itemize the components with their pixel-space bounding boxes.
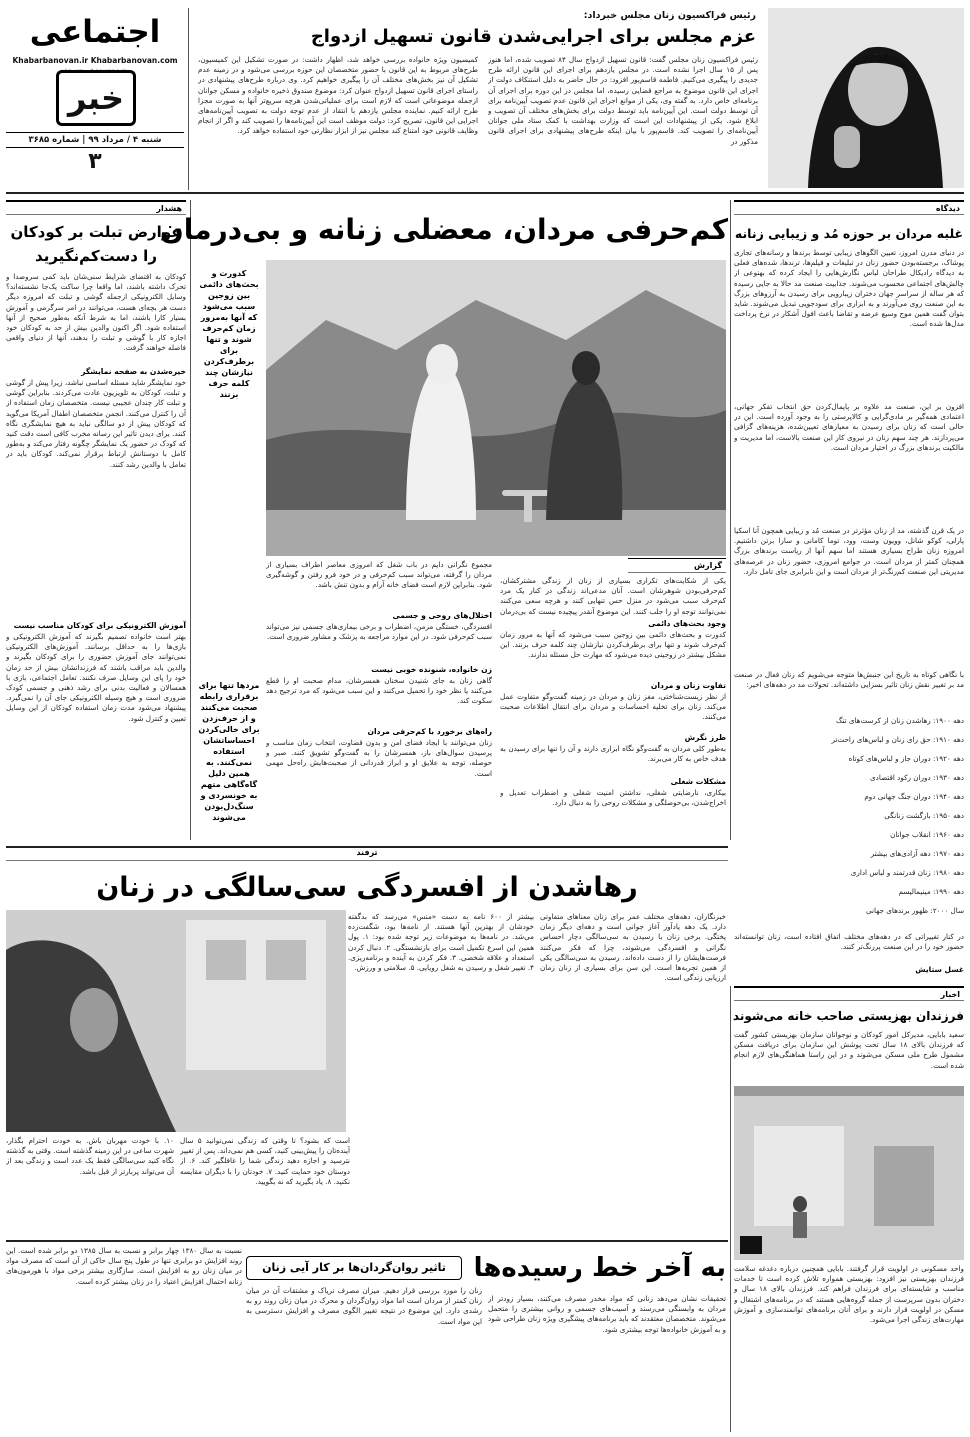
main-c2c: گاهی زنان به جای شنیدن سخنان همسرشان، مدام صحبت او را قطع می‌کنند یا نظر خود را تحمیل می‌کنند و این سبب می‌شود که مرد ترجیح دهد سکوت کند. — [266, 676, 492, 706]
left-p1: کودکان به اقتضای شرایط سنی‌شان باید کمی سروصدا و تحرک داشته باشند، اما واقعا چرا ساکت یک‌جا نشسته‌اند؟ وسایل الکترونیکی ازجمله گوشی و تبلت که امروزه دیگر دست هر بچه‌ای هست، می‌توانند در امر سرگرمی و آموزش بسیار کارا باشند، اما به شرط آنکه به‌طور صحیح از آنها استفاده شود. اگر اکنون والدین بیش از حد به کودکان خود اجازه کار با گوشی و تبلت را بدهند، آنها از دنیای واقعی فاصله خواهند گرفت. — [6, 272, 186, 353]
right-p5: در کنار تغییراتی که در دهه‌های مختلف اتفاق افتاده است، زنان توانسته‌اند حضور خود را در این صنعت پررنگ‌تر کنند. — [734, 932, 964, 952]
left-label: هشدار — [156, 204, 182, 213]
main-c2b: افسردگی، خستگی مزمن، اضطراب و برخی بیماری‌های جسمی نیز می‌تواند سبب کم‌حرفی شود. در این موارد مراجعه به پزشک و مشاور ضروری است. — [266, 622, 492, 642]
main-sub-g: راه‌های برخورد با کم‌حرفی مردان — [367, 727, 492, 736]
couple-photo — [266, 260, 726, 556]
right-author: غسل ستایش — [915, 965, 964, 974]
top-col2: کمیسیون ویژه خانواده بررسی خواهد شد، اظهار داشت: در صورت تشکیل این کمیسیون، طرح‌های مربوط به این قانون با حضور متخصصان این حوزه بررسی می‌شود و در زمینه عدم تشکیل آن نیز بخش‌های مختلف آن را پیگیری خواهیم کرد. وی درباره طرح‌های پیشنهادی در راستای اجرای قانون تسهیل ازدواج عنوان کرد: موضوع صندوق ذخیره خانواده و مسکن جوانان ازجمله موضوعاتی است که لازم است برای عملیاتی‌شدن هرچه سریع‌تر آنها به صورت مجزا طرح ارائه کنیم. نماینده مجلس یازدهم با انتقاد از عدم توجه دولت به تصویب آیین‌نامه‌های اجرایی این قانون، تصریح کرد: دولت موظف است این آیین‌نامه‌ها را تصویب کند و اگر از انجام وظایف قانونی خود امتناع کند مجلس نیز از ابزار نظارتی خود استفاده خواهد کرد. — [198, 55, 478, 136]
right-p3: در یک قرن گذشته، مد از زنان مؤثرتر در صنعت مُد و زیبایی همچون آنا اسکیا پارلی، کوکو شانل، وویون وست، وود، توما کامانی و سارا برتن داشتیم. امروزه زنان طراح بسیاری هستند اما سهم آنها از ریاست برندهای بزرگ همچنان کمتر از مردان است. در جوامع امروزی، حضور زنان در عرصه‌های مدیریتی این صنعت کم‌رنگ‌تر از مردان است و این نابرابری جای تامل دارد. — [734, 526, 964, 576]
section-title: اجتماعی — [29, 14, 161, 50]
right-p1: در دنیای مدرن امروز، تعیین الگوهای زیبایی توسط برندها و رسانه‌های تجاری پوشاک، برجسته‌بودن حضور زنان در تبلیغات و فیلم‌ها، ترندها، شده‌های فعلی به دیدگاه رادیکال طراحان لباس نگارش‌هایی را ایجاد کرده که بهنوعی از چالش‌های اجتماعی محسوب می‌شوند. جذابیت صنعت مد حالا به جایی رسیده که هر ساله از سراسر جهان دختران زیبارویی برای رسیدن به آرزوهای بزرگ به این صنعت روی می‌آورند و به ابزاری برای سودجویی تبدیل می‌شوند. شاید بتوان گفت همین موج وسیع عرضه و تقاضا باعث افول آشکار در نرخ پرداخت مدل‌ها شده است. — [734, 248, 964, 329]
news-divider — [730, 986, 731, 1432]
news-label: اخبار — [940, 990, 960, 999]
logo-tagline: روزنامه صبح جمهوری اسلامی - هفتمین شماره — [61, 68, 131, 72]
right-p4: با نگاهی کوتاه به تاریخ این جنبش‌ها متوجه می‌شویم که زنان فعال در صنعت مد بر تغییر نقش زنان تاثیر بسزایی داشته‌اند. تحولات مد در دهه‌های اخیر: — [734, 670, 964, 690]
timeline-item: دهه ۱۹۷۰: دهه آزادی‌های بیشتر — [870, 849, 964, 858]
left-title: عوارض تبلت بر کودکان را دست‌کم‌نگیرید — [10, 223, 182, 265]
bottom-rule — [6, 1240, 728, 1242]
bottom-kicker: تاثیر روان‌گردان‌ها بر کار آیی زنان — [246, 1256, 462, 1280]
main-c1b: کدورت و بحث‌های دائمی بین زوجین سبب می‌شود که آنها به مرور زمان کم‌حرف شوند و تنها برای برطرف‌کردن نیازشان چند کلمه حرف بزنند. این مشکل بیشتر در زوجینی دیده می‌شود که مهارت حل مسئله ندارند. — [500, 630, 726, 660]
logo-text: خبر — [67, 79, 125, 117]
main-c1c: از نظر زیست‌شناختی، مغز زنان و مردان در زمینه گفت‌وگو متفاوت عمل می‌کند. زنان برای تخلیه احساسات و مردان برای انتقال اطلاعات صحبت می‌کنند. — [500, 692, 726, 722]
masthead-divider — [188, 8, 189, 190]
timeline-item: دهه ۱۹۸۰: زنان قدرتمند و لباس اداری — [850, 868, 964, 877]
left-divider — [190, 200, 191, 840]
main-sub-b: تفاوت زنان و مردان — [650, 681, 726, 690]
main-sub-d: مشکلات شغلی — [670, 777, 726, 786]
middle-col-b: بیشتر از ۶۰۰ نامه به دست «منس» می‌رسد که بدگفته خودشان از بهترین آنها هستند. از نامه‌ها بود، شگفت‌زده می‌شد. در نامه‌ها به موضوعات زیر توجه شده بود: ۱. پول همین این اسرع تکمیل است برای بازنشستگی. ۲. دنبال کردن استعداد و علاقه شخصی. ۳. فکر کردن به آینده و برنامه‌ریزی. ۴. تغییر شغل و رسیدن به شغل رویایی. ۵. سلامتی و ورزش. — [348, 912, 534, 973]
middle-col-c: است که بشود؟ تا وقتی که زندگی نمی‌توانید ۵ سال آینده‌تان را پیش‌بینی کنید، کسی هم نمی‌داند. پس از تغییر نترسید و اجازه دهید زندگی شما را غافلگیر کند. ۶. از دوستان خود حمایت کنید. ۷. خودتان را با دیگران مقایسه نکنید. ۸. یاد بگیرید که نه بگویید. — [180, 1136, 350, 1186]
top-rule — [6, 192, 964, 194]
bottom-col2: زنان را مورد بررسی قرار دهیم. میزان مصرف تریاک و مشتقات آن در میان زنان کمتر از مردان است اما مواد روان‌گردان و محرک در میان زنان روند رو به رشدی دارد. این موضوع در نتیجه تغییر الگوی مصرف و افزایش دسترسی به این مواد است. — [246, 1286, 482, 1326]
right-title: غلبه مردان بر حوزه مُد و زیبایی زنانه — [734, 226, 964, 241]
left-sub2: آموزش الکترونیکی برای کودکان مناسب نیست — [13, 621, 186, 630]
main-sub-e: اختلال‌های روحی و جسمی — [392, 611, 492, 620]
masthead — [6, 8, 184, 176]
main-c2: مجموع نگرانی دایم در باب شغل که امروزی معاصر اطراف بسیاری از مردان را گرفته، می‌تواند سبب کم‌حرفی و در خود فرو رفتن و گوشه‌گیری شود. بنابراین لازم است فضای خانه آرام و بدون تنش باشد. — [266, 560, 492, 590]
main-sub-f: زن خانواده، شنونده خوبی نیست — [371, 665, 492, 674]
child-image — [734, 1086, 964, 1260]
main-sub-c: طرز نگرش — [684, 733, 726, 742]
middle-label: ترفند — [356, 848, 378, 857]
timeline-item: دهه ۱۹۱۰: حق رای زنان و لباس‌های راحت‌تر — [831, 735, 964, 744]
main-c1e: بیکاری، نارضایتی شغلی، نداشتن امنیت شغلی و اضطراب تعدیل و اخراج‌شدن، بی‌حوصلگی و مشکلات روحی را به دنبال دارد. — [500, 788, 726, 808]
timeline-item: دهه ۱۹۶۰: انقلاب جوانان — [890, 830, 964, 839]
timeline-item: دهه ۱۹۰۰: رهاشدن زنان از کرست‌های تنگ — [835, 716, 964, 725]
top-kicker: رئیس فراکسیون زنان مجلس خبرداد: — [583, 10, 756, 21]
news-p1: سعید بابایی، مدیرکل امور کودکان و نوجوانان سازمان بهزیستی کشور گفت که فرزندان بالای ۱۸ سال تحت پوشش این سازمان برای دریافت مسکن مشمول طرح ملی مسکن می‌شوند و در این راستا هماهنگی‌های لازم انجام شده است. — [734, 1030, 964, 1070]
news-label-bar — [734, 986, 964, 1001]
right-label: دیدگاه — [935, 204, 960, 213]
page-number: ۳ — [88, 149, 102, 174]
woman-photo — [6, 910, 346, 1132]
main-pull1: کدورت و بحث‌های دائمی بین زوجین سبب می‌شود که آنها به‌مرور زمان کم‌حرف شوند و تنها برای برطرف‌کردن نیازشان چند کلمه حرف بزنند — [199, 269, 259, 399]
left-p3: بهتر است خانواده تصمیم بگیرند که آموزش الکترونیکی و بازی‌ها را به حداقل برسانند. آموزش‌های الکترونیکی نمی‌توانند جای آموزش حضوری را برای کودکان بگیرند و والدین باید مراقب باشند که فرزندانشان بیش از حد زمان خود را پای این وسایل صرف نکنند. تعامل اجتماعی، بازی با همسالان و فعالیت بدنی برای رشد ذهنی و جسمی کودک ضروری است و هیچ وسیله الکترونیکی جای آن را نمی‌گیرد. پیشنهاد می‌شود مدت زمان استفاده کودکان از این وسایل تعیین و کنترل شود. — [6, 632, 186, 723]
main-sub-a: وجود بحث‌های دائمی — [648, 619, 726, 628]
top-article — [192, 10, 762, 190]
main-pull2: مردها تنها برای برقراری رابطه صحبت می‌کنند و از حرف‌زدن برای خالی‌کردن احساساتشان استفاده نمی‌کنند. به همین دلیل گاه‌گاهی متهم به خونسردی و سنگ‌دل‌بودن می‌شوند — [198, 681, 260, 822]
left-sub1: خیره‌شدن به صفحه نمایشگر — [81, 367, 186, 376]
timeline-item: دهه ۱۹۲۰: دوران جاز و لباس‌های کوتاه — [848, 754, 964, 763]
main-label: گزارش — [693, 561, 722, 570]
main-c1: یکی از شکایت‌های تکراری بسیاری از زنان از زندگی مشترکشان، کم‌حرفی‌بودن شوهرشان است. آنان مدعی‌اند زندگی در کنار یک مرد کم‌حرف سبب می‌شود در منزل حس تنهایی کنند و هرچه سعی می‌کنند نمی‌توانند توجه او را جلب کنند. این موضوع آنقدر پیچیده نیست که بی‌درمان — [500, 576, 726, 616]
portrait-image — [768, 8, 964, 188]
timeline-item: دهه ۱۹۴۰: دوران جنگ جهانی دوم — [864, 792, 964, 801]
main-c2d: زنان می‌توانند با ایجاد فضای امن و بدون قضاوت، انتخاب زمان مناسب و پرسیدن سوال‌های باز، همسرشان را به گفت‌وگو تشویق کنند. صبر و حوصله، توجه به علایق او و ابراز قدردانی از صحبت‌هایش راه‌حل مهمی است. — [266, 738, 492, 778]
top-col1: رئیس فراکسیون زنان مجلس گفت: قانون تسهیل ازدواج سال ۸۴ تصویب شده، اما هنوز پس از ۱۵ سال اجرا نشده است. در مجلس یازدهم برای اجرای این قانون ارائه طرح جدیدی را پیگیری می‌کنیم. فاطمه قاسم‌پور افزود: در حال حاضر به دلیل استنکاف دولت از اجرای این قانون موضوع به مراجع قضایی رسیده، اما مجلس در این دوره برای اجرای آن برنامه‌ای خاص دارد. به گفته وی، یکی از موانع اجرای این قانون عدم تصویب آیین‌نامه برای آن توسط دولت است. این آیین‌نامه باید توسط دولت برای بخش‌های مختلف آن تصویب و ابلاغ شود. یکی از پیشنهادات این است که وزارت بهداشت با کمک ستاد ملی جوانان آیین‌نامه‌ای را تصویب کند. قاسم‌پور با بیان اینکه طرح‌های پیشنهادی برای اجرای قانون مذکور در — [488, 55, 758, 146]
bottom-col1: نسبت به سال ۱۳۸۰ چهار برابر و نسبت به سال ۱۳۸۵ دو برابر شده است. این روند افزایش دو برابری تنها در طول پنج سال حاکی از آن است که مصرف مواد در میان زنان رو به افزایش است. سازگاری بیشتر برخی مواد با هورمون‌های زنانه احتمال افزایش اعتیاد را در زنان بیشتر کرده است. — [6, 1246, 242, 1286]
main-title: کم‌حرفی مردان، معضلی زنانه و بی‌درمان — [159, 213, 728, 246]
right-label-bar — [734, 200, 964, 215]
middle-col-d: ۱۰. با خودت مهربان باش. به خودت احترام بگذار، شهرت ساعی در این زمینه گذشته است. وقتی به گذشته نگاه کنید سی‌سالگی فقط یک عدد است و زندگی بعد از آن می‌تواند پربارتر از قبل باشد. — [6, 1136, 174, 1176]
bottom-col3: تحقیقات نشان می‌دهد زنانی که مواد مخدر مصرف می‌کنند، بسیار زودتر از مردان به وابستگی می‌رسند و آسیب‌های جسمی و روانی بیشتری را متحمل می‌شوند. متخصصان معتقدند که باید برنامه‌های پیشگیری ویژه زنان طراحی شود و به آموزش خانواده‌ها توجه بیشتری شود. — [488, 1294, 726, 1334]
middle-col-a: خبرنگاران، دهه‌های مختلف عمر برای زنان معناهای متفاوتی دارد. یک دهه یادآور آغاز جوانی است و دهه‌ای دیگر زمان پختگی. برخی زنان با رسیدن به سی‌سالگی دچار احساس نگرانی و افسردگی می‌شوند، چرا که فکر می‌کنند فرصت‌هایشان را از دست داده‌اند. رسیدن به سی‌سالگی یکی از همین تجربه‌ها است. این سن برای بسیاری از زنان زمان ارزیابی زندگی است. — [540, 912, 726, 983]
right-divider — [730, 200, 731, 840]
news-title: فرزندان بهزیستی صاحب خانه می‌شوند — [732, 1009, 964, 1023]
left-p2: خود نمایشگر شاید مسئله اساسی نباشد، زیرا پیش از گوشی و تبلت، کودکان به تلویزیون عادت می‌کردند. بنابراین گوشی و تبلت کار چندان عجیبی نیست. متخصصان زمان استفاده از آن را کنترل می‌کنند. انجمن متخصصان اطفال آمریکا می‌گوید که کودکان پیش از دو سالگی نباید به هیچ نمایشگری نگاه کنند. برای دیدن تاثیر این رسانه مخرب کافی است دقت کنید که کودک در حضور یک نمایشگر چگونه رفتار می‌کند و به‌طور کامل با دوستانش ارتباط برقرار نمی‌کند. کودکان باید در تعامل با والدین رشد کنند. — [6, 378, 186, 469]
timeline-item: دهه ۱۹۹۰: مینیمالیسم — [898, 887, 964, 896]
bottom-title: به آخر خط رسیده‌ها — [473, 1253, 726, 1283]
right-p2: افزون بر این، صنعت مد علاوه بر پایمال‌کردن حق انتخاب تفکر جهانی، اعتمادی همه‌گیر بر مادی‌گرایی و کالاپرستی را به وجود آورده است. این در حالی است که زنان برای رسیدن به معیارهای تعیین‌شده، هزینه‌های گزافی می‌پردازند. هر چند سهم زنان در نیروی کار این صنعت بالاست، اما مدیریت و مالکیت برندهای بزرگ در اختیار مردان است. — [734, 402, 964, 452]
main-label-bar — [628, 558, 726, 573]
main-c1d: به‌طور کلی مردان به گفت‌وگو نگاه ابزاری دارند و آن را تنها برای رسیدن به هدف خاص به کار می‌برند. — [500, 744, 726, 764]
middle-label-bar — [6, 846, 728, 861]
child-photo — [734, 1086, 964, 1260]
timeline-item: دهه ۱۹۳۰: دوران رکود اقتصادی — [870, 773, 964, 782]
timeline-item: سال ۲۰۰۰: ظهور برندهای جهانی — [866, 906, 964, 915]
woman-image — [6, 910, 346, 1132]
top-title: عزم مجلس برای اجرایی‌شدن قانون تسهیل ازدواج — [310, 26, 756, 47]
politician-photo — [768, 8, 964, 188]
timeline-item: دهه ۱۹۵۰: بازگشت زنانگی — [884, 811, 964, 820]
fashion-timeline — [734, 716, 964, 925]
couple-image — [266, 260, 726, 556]
newspaper-logo — [56, 70, 136, 126]
news-p2: واحد مسکونی در اولویت قرار گرفتند. بابایی همچنین درباره دغدغه سلامت فرزندان بهزیستی نیز افزود: بهزیستی همواره تلاش کرده است تا خدمات مناسب و شایسته‌ای برای فرزندان فراهم کند. فرزندان بالای ۱۸ سال و دختران بدون سرپرست از جمله گروه‌هایی هستند که در برنامه‌های اشتغال و مسکن در اولویت قرار دارند و برای آنان برنامه‌های توانمندسازی و آموزش مهارت‌های زندگی اجرا می‌شود. — [734, 1264, 964, 1325]
site-urls: Khabarbanovan.ir Khabarbanovan.com — [12, 56, 178, 65]
dateline: شنبه ۴ / مرداد ۹۹ | شماره ۳۶۸۵ — [6, 132, 184, 148]
middle-title: رهاشدن از افسردگی سی‌سالگی در زنان — [96, 872, 638, 903]
